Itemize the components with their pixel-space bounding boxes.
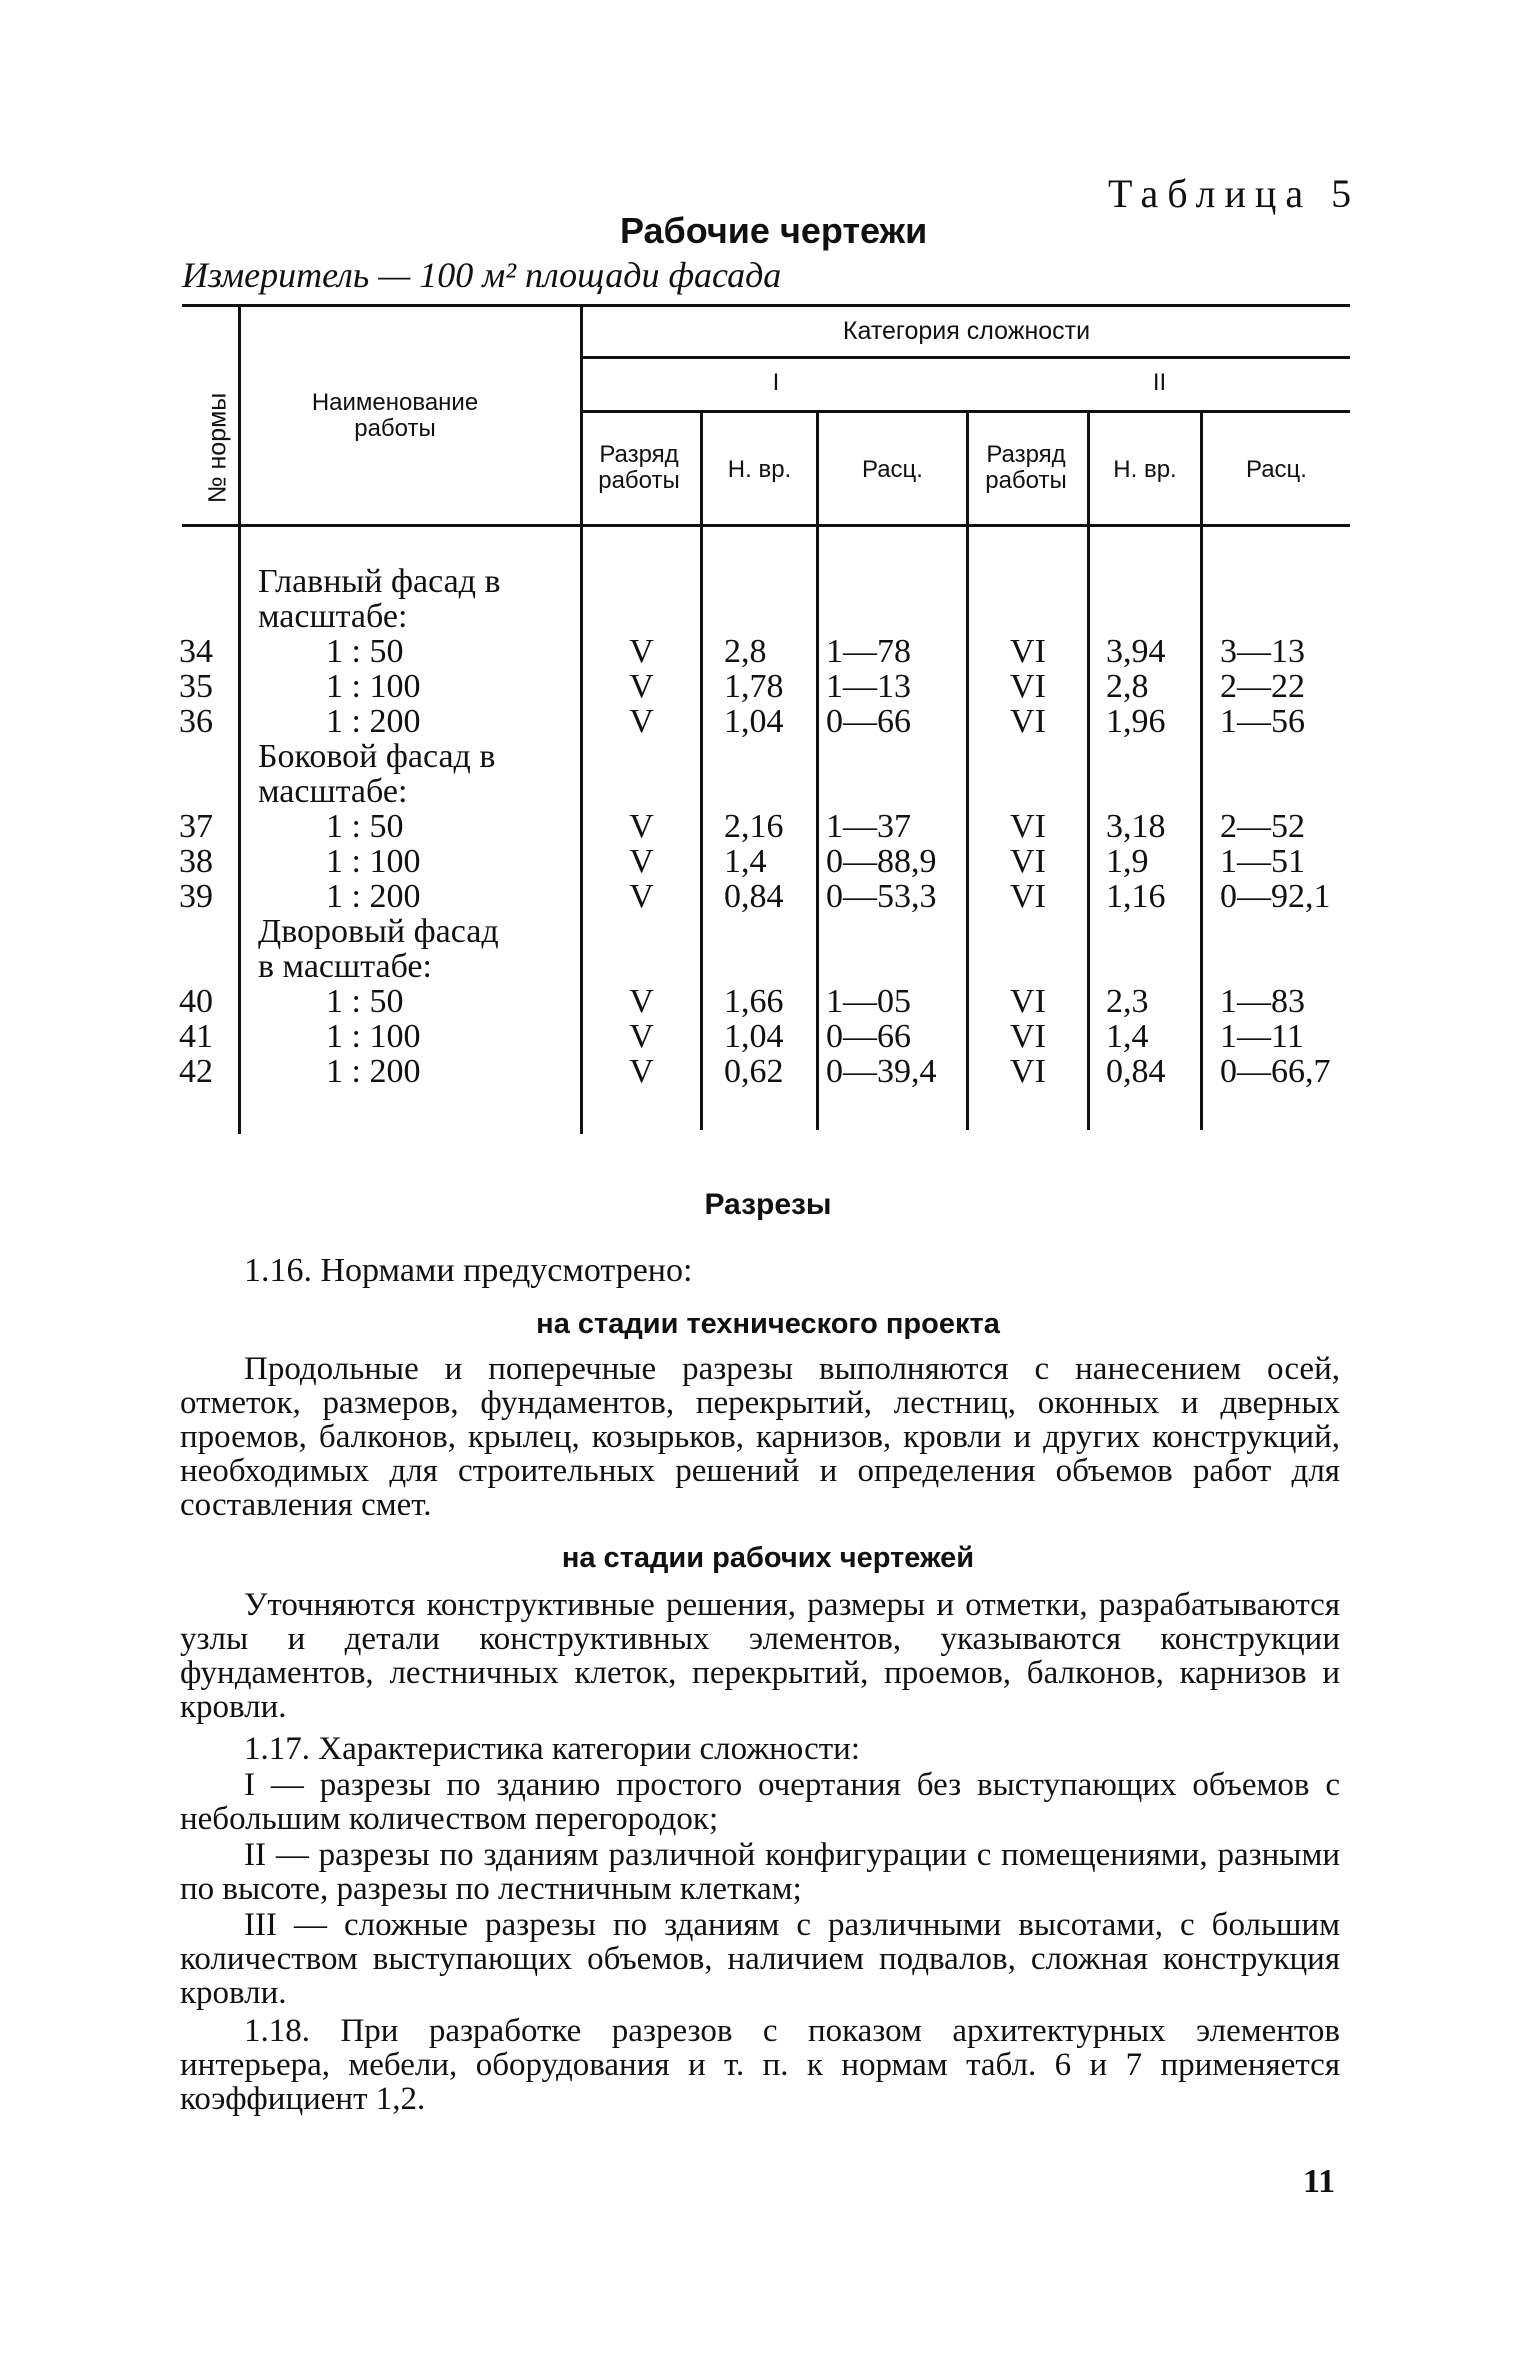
category-1-text: I — разрезы по зданию простого очертания без выступающих объемов с небольшим количеством перегородок; xyxy=(180,1767,1340,1837)
table-cell-r2: 1—56 xyxy=(1220,703,1305,740)
table-cell-r1: 1—37 xyxy=(826,808,911,845)
table-cell-no: 41 xyxy=(179,1018,213,1055)
table-cell-name: масштабе: xyxy=(258,598,408,635)
header-category-1: I xyxy=(772,369,780,396)
header-norm-number: № нормы xyxy=(203,392,232,504)
table-cell-t2: 0,84 xyxy=(1106,1053,1166,1090)
table-cell-t2: 3,94 xyxy=(1106,633,1166,670)
table-cell-t2: 1,96 xyxy=(1106,703,1166,740)
table-cell-g2: VI xyxy=(1010,878,1046,915)
table-cell-no: 40 xyxy=(179,983,213,1020)
header-category: Категория сложности xyxy=(842,317,1091,345)
table-cell-g1: V xyxy=(629,843,654,880)
table-cell-g1: V xyxy=(629,983,654,1020)
page-number: 11 xyxy=(1303,2163,1336,2200)
table-cell-t1: 1,04 xyxy=(724,703,784,740)
table-cell-no: 38 xyxy=(179,843,213,880)
table-cell-name: 1 : 200 xyxy=(326,1053,421,1090)
table-cell-g2: VI xyxy=(1010,668,1046,705)
table-cell-g2: VI xyxy=(1010,1053,1046,1090)
header-time-2: Н. вр. xyxy=(1113,456,1177,483)
table-cell-t1: 1,78 xyxy=(724,668,784,705)
paragraph-1-16: 1.16. Нормами предусмотрено: xyxy=(244,1252,693,1289)
table-cell-no: 42 xyxy=(179,1053,213,1090)
table-cell-no: 37 xyxy=(179,808,213,845)
table-cell-r2: 1—51 xyxy=(1220,843,1305,880)
subheading-technical: на стадии технического проекта xyxy=(536,1308,1000,1340)
col-divider-7 xyxy=(1200,410,1203,1130)
table-cell-no: 39 xyxy=(179,878,213,915)
table-cell-t2: 1,16 xyxy=(1106,878,1166,915)
table-cell-name: 1 : 200 xyxy=(326,878,421,915)
table-cell-t1: 2,8 xyxy=(724,633,767,670)
col-divider-6 xyxy=(1087,410,1090,1130)
table-cell-t1: 0,84 xyxy=(724,878,784,915)
table-cell-name: Дворовый фасад xyxy=(258,913,499,950)
table-cell-t1: 2,16 xyxy=(724,808,784,845)
table-cell-name: 1 : 100 xyxy=(326,668,421,705)
category-2-description xyxy=(180,1838,1340,1906)
category-1-description xyxy=(180,1768,1340,1836)
table-cell-r1: 0—66 xyxy=(826,703,911,740)
table-title: Рабочие чертежи xyxy=(620,210,928,251)
paragraph-working-text: Уточняются конструктивные решения, размеры и отметки, разрабатываются узлы и детали конструктивных элементов, указываются конструкции фундаментов, лестничных клеток, перекрытий, проемов, балконов, карнизов и кровли. xyxy=(180,1587,1340,1725)
table-cell-no: 34 xyxy=(179,633,213,670)
paragraph-1-18-text: 1.18. При разработке разрезов с показом архитектурных элементов интерьера, мебели, оборудования и т. п. к нормам табл. 6 и 7 применяется коэффициент 1,2. xyxy=(180,2013,1340,2117)
table-cell-r2: 2—52 xyxy=(1220,808,1305,845)
table-cell-g2: VI xyxy=(1010,703,1046,740)
table-cell-name: в масштабе: xyxy=(258,948,432,985)
table-cell-r1: 0—39,4 xyxy=(826,1053,937,1090)
table-cell-g1: V xyxy=(629,1018,654,1055)
header-grade-2: Разряд работы xyxy=(985,441,1067,494)
col-divider-1 xyxy=(238,304,241,1134)
paragraph-1-17-text: 1.17. Характеристика категории сложности: xyxy=(244,1731,861,1767)
table-cell-t1: 1,04 xyxy=(724,1018,784,1055)
table-cell-r2: 2—22 xyxy=(1220,668,1305,705)
table-cell-name: Боковой фасад в xyxy=(258,738,496,775)
table-cell-g1: V xyxy=(629,1053,654,1090)
paragraph-technical-text: Продольные и поперечные разрезы выполняются с нанесением осей, отметок, размеров, фундаментов, перекрытий, лестниц, оконных и дверных проемов, балконов, крылец, козырьков, карнизов, кровли и других конструкций, необходимых для строительных решений и определения объемов работ для составления смет. xyxy=(180,1351,1340,1523)
table-cell-g1: V xyxy=(629,703,654,740)
paragraph-working xyxy=(180,1588,1340,1724)
paragraph-technical xyxy=(180,1352,1340,1522)
table-cell-t2: 1,4 xyxy=(1106,1018,1149,1055)
table-cell-name: 1 : 100 xyxy=(326,843,421,880)
table-cell-name: 1 : 50 xyxy=(326,983,404,1020)
table-cell-r1: 1—13 xyxy=(826,668,911,705)
table-cell-t1: 0,62 xyxy=(724,1053,784,1090)
table-cell-r2: 1—11 xyxy=(1220,1018,1304,1055)
table-cell-name: 1 : 200 xyxy=(326,703,421,740)
col-divider-3 xyxy=(700,410,703,1130)
section-title: Разрезы xyxy=(704,1188,832,1221)
table-cell-name: 1 : 100 xyxy=(326,1018,421,1055)
table-cell-r1: 0—53,3 xyxy=(826,878,937,915)
table-cell-r2: 0—92,1 xyxy=(1220,878,1331,915)
category-3-text: III — сложные разрезы по зданиям с различными высотами, с большим количеством выступающих объемов, наличием подвалов, сложная конструкция кровли. xyxy=(180,1907,1340,2011)
measure-unit: Измеритель — 100 м² площади фасада xyxy=(182,255,782,295)
table-cell-t1: 1,4 xyxy=(724,843,767,880)
header-work-name: Наименование работы xyxy=(311,389,479,442)
table-header-rule xyxy=(182,524,1350,527)
table-top-rule xyxy=(182,304,1350,307)
table-cell-name: 1 : 50 xyxy=(326,808,404,845)
table-cell-g2: VI xyxy=(1010,1018,1046,1055)
table-cell-t1: 1,66 xyxy=(724,983,784,1020)
table-cell-g2: VI xyxy=(1010,808,1046,845)
table-cell-g1: V xyxy=(629,878,654,915)
table-cell-r1: 1—05 xyxy=(826,983,911,1020)
subheading-working: на стадии рабочих чертежей xyxy=(561,1542,975,1574)
header-rate-1: Расц. xyxy=(862,456,923,483)
table-cell-g2: VI xyxy=(1010,633,1046,670)
table-cell-t2: 2,8 xyxy=(1106,668,1149,705)
table-cell-r1: 0—66 xyxy=(826,1018,911,1055)
table-cell-name: 1 : 50 xyxy=(326,633,404,670)
table-cell-g2: VI xyxy=(1010,843,1046,880)
col-divider-4 xyxy=(816,410,819,1130)
table-cell-r1: 1—78 xyxy=(826,633,911,670)
table-cell-no: 35 xyxy=(179,668,213,705)
header-category-2: II xyxy=(1152,369,1167,396)
table-cell-g1: V xyxy=(629,668,654,705)
table-cell-r1: 0—88,9 xyxy=(826,843,937,880)
table-cell-g1: V xyxy=(629,808,654,845)
table-cell-r2: 1—83 xyxy=(1220,983,1305,1020)
table-cell-g2: VI xyxy=(1010,983,1046,1020)
table-cell-t2: 2,3 xyxy=(1106,983,1149,1020)
table-cell-name: масштабе: xyxy=(258,773,408,810)
category-rule xyxy=(583,356,1350,359)
header-rate-2: Расц. xyxy=(1246,456,1307,483)
table-cell-t2: 1,9 xyxy=(1106,843,1149,880)
table-cell-g1: V xyxy=(629,633,654,670)
table-cell-no: 36 xyxy=(179,703,213,740)
paragraph-1-17 xyxy=(180,1732,1340,1766)
header-time-1: Н. вр. xyxy=(727,456,792,483)
header-grade-1: Разряд работы xyxy=(598,441,680,494)
category-2-text: II — разрезы по зданиям различной конфигурации с помещениями, разными по высоте, разрезы по лестничным клеткам; xyxy=(180,1837,1340,1907)
table-cell-r2: 0—66,7 xyxy=(1220,1053,1331,1090)
table-cell-t2: 3,18 xyxy=(1106,808,1166,845)
table-cell-r2: 3—13 xyxy=(1220,633,1305,670)
table-cell-name: Главный фасад в xyxy=(258,563,501,600)
paragraph-1-18 xyxy=(180,2014,1340,2116)
category-3-description xyxy=(180,1908,1340,2010)
table-number-label: Таблица 5 xyxy=(1108,171,1361,216)
